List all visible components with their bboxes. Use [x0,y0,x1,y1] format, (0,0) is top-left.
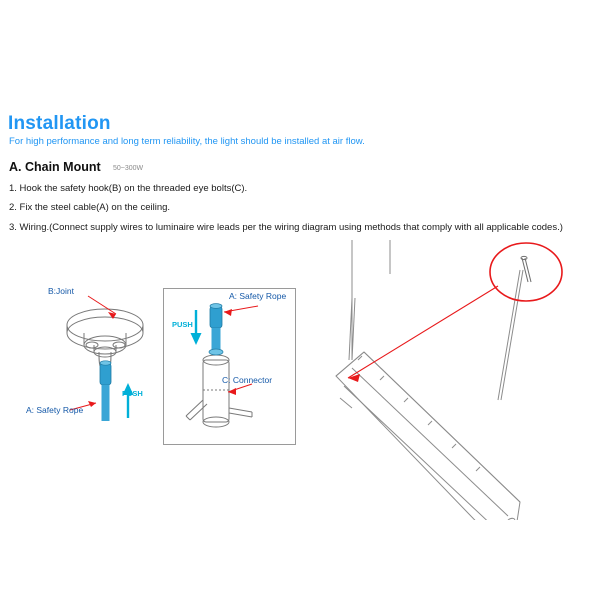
page-title: Installation [8,113,111,134]
page-subtitle: For high performance and long term reliability, the light should be installed at air flow. [9,136,365,147]
figure-area [0,240,600,520]
section-heading: A. Chain Mount [9,160,101,174]
label-push-bottom: PUSH [122,389,143,398]
label-safety-rope-mid: A: Safety Rope [229,291,287,301]
install-step-3: 3. Wiring.(Connect supply wires to luminaire wire leads per the wiring diagram using methods that comply with all applicable codes.) [9,222,563,233]
safety-rope-left-graphic [100,361,111,421]
label-safety-rope-left: A: Safety Rope [26,405,84,415]
label-push-top: PUSH [172,320,193,329]
section-wattage-note: 50~300W [113,165,144,172]
installation-illustration [0,240,600,520]
label-connector: C: Connector [222,375,273,385]
install-step-1: 1. Hook the safety hook(B) on the threaded eye bolts(C). [9,183,248,194]
install-step-2: 2. Fix the steel cable(A) on the ceiling. [9,202,171,213]
label-b-joint: B:Joint [48,286,74,296]
safety-rope-mid-graphic [209,304,223,355]
highlight-pointer-line [348,286,498,378]
